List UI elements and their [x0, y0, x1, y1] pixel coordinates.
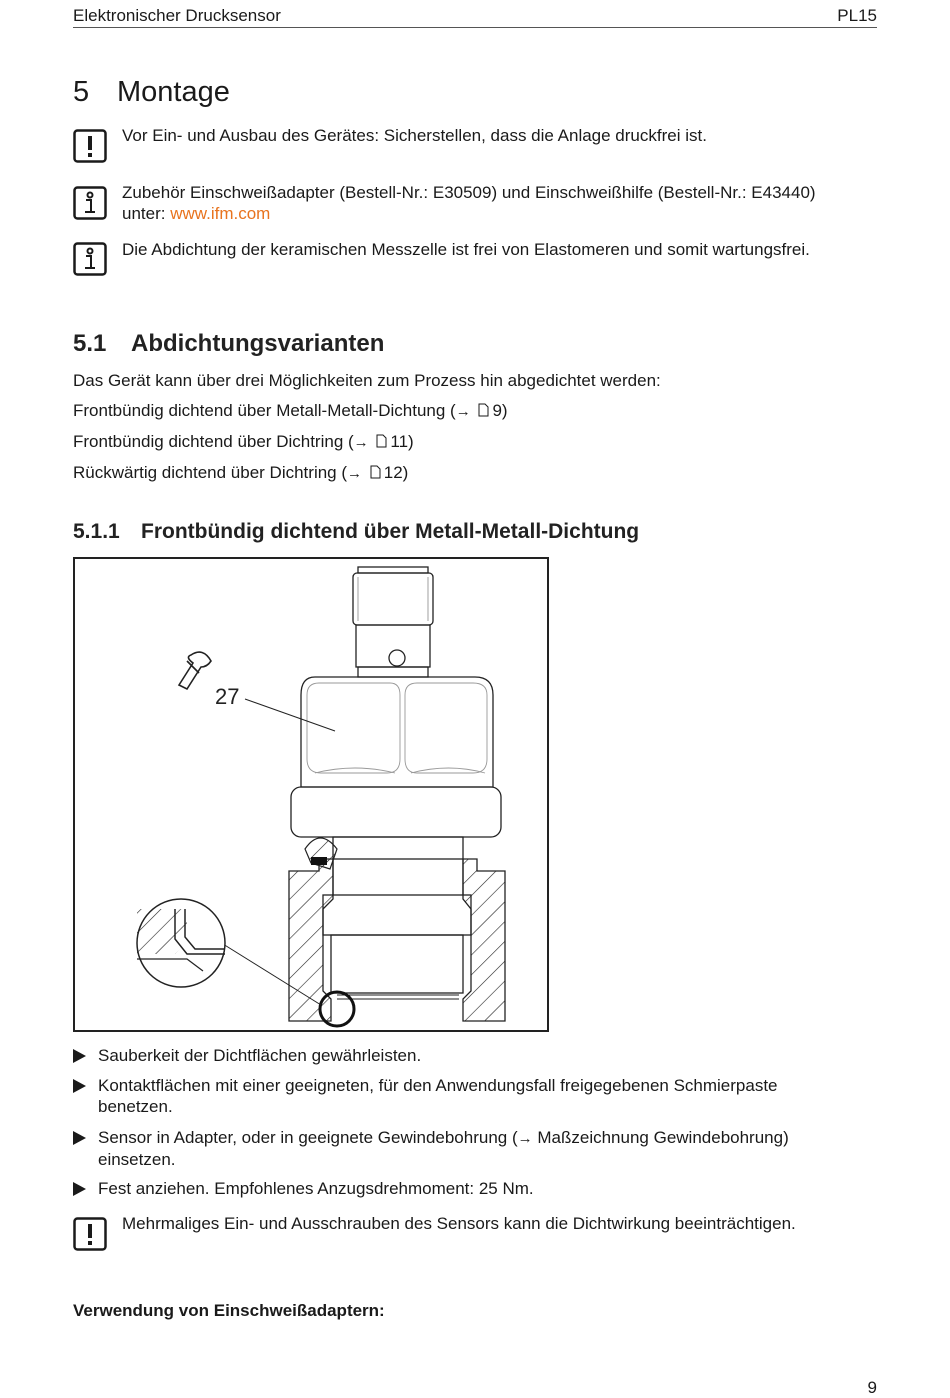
warning-icon — [73, 1217, 107, 1251]
bullet-triangle-icon — [73, 1049, 86, 1063]
step-text — [98, 1127, 853, 1170]
bullet-triangle-icon — [73, 1079, 86, 1093]
variant-rear-oring[interactable] — [73, 462, 408, 484]
variant-metal-seal[interactable] — [73, 400, 508, 422]
variant-page: 9) — [492, 401, 508, 420]
variant-front-oring[interactable] — [73, 431, 414, 453]
weld-adapter-heading: Verwendung von Einschweißadaptern: — [73, 1301, 385, 1320]
step-text: Fest anziehen. Empfohlenes Anzugsdrehmoment: 25 Nm. — [98, 1179, 534, 1198]
subsubsection-heading — [73, 520, 639, 544]
page-ref-icon — [478, 403, 489, 417]
note-seal-maintenance: Die Abdichtung der keramischen Messzelle ist frei von Elastomeren und somit wartungsfrei. — [122, 240, 810, 259]
section-heading — [73, 76, 230, 109]
note-accessories-line2 — [122, 203, 862, 224]
step-text — [98, 1075, 853, 1117]
subsection-number: 5.1 — [73, 330, 107, 357]
step-text-line1: Kontaktflächen mit einer geeigneten, für den Anwendungsfall freigegebenen Schmierpaste — [98, 1076, 778, 1095]
step-text-line2: einsetzen. — [98, 1150, 176, 1169]
note-repeated-mounting: Mehrmaliges Ein- und Ausschrauben des Sensors kann die Dichtwirkung beeinträchtigen. — [122, 1214, 796, 1233]
page-ref-icon — [376, 434, 387, 448]
info-icon — [73, 242, 107, 276]
page-ref-icon — [370, 465, 381, 479]
info-icon — [73, 186, 107, 220]
mounting-figure — [73, 557, 549, 1032]
variant-label: Rückwärtig dichtend über Dichtring ( — [73, 463, 348, 482]
note-depressurize: Vor Ein- und Ausbau des Gerätes: Sicherstellen, dass die Anlage druckfrei ist. — [122, 126, 707, 145]
bullet-triangle-icon — [73, 1131, 86, 1145]
variant-page: 12) — [383, 463, 409, 482]
step-text-suffix: Maßzeichnung Gewindebohrung) — [537, 1128, 789, 1147]
subsection-title: Abdichtungsvarianten — [131, 330, 385, 357]
header-divider — [73, 27, 877, 28]
note-accessories-line1: Zubehör Einschweißadapter (Bestell-Nr.: E30509) und Einschweißhilfe (Bestell-Nr.: E43440) — [122, 183, 816, 202]
subsection-heading — [73, 330, 384, 358]
wrench-size-label: 27 — [215, 684, 240, 709]
section-number: 5 — [73, 76, 90, 108]
bullet-triangle-icon — [73, 1182, 86, 1196]
subsubsection-title: Frontbündig dichtend über Metall-Metall-Dichtung — [141, 520, 640, 543]
page-number: 9 — [867, 1378, 877, 1397]
arrow-right-icon: → — [353, 434, 369, 451]
variant-page: 11) — [390, 432, 414, 451]
step-text: Sauberkeit der Dichtflächen gewährleisten. — [98, 1046, 422, 1065]
warning-icon — [73, 129, 107, 163]
running-header-title: Elektronischer Drucksensor — [73, 6, 281, 25]
step-text-prefix: Sensor in Adapter, oder in geeignete Gewindebohrung ( — [98, 1128, 518, 1147]
ifm-website-link[interactable]: www.ifm.com — [170, 204, 271, 223]
intro-paragraph: Das Gerät kann über drei Möglichkeiten zum Prozess hin abgedichtet werden: — [73, 371, 661, 390]
note-accessories-prefix: unter: — [122, 204, 171, 223]
running-header-product: PL15 — [837, 6, 877, 25]
variant-label: Frontbündig dichtend über Metall-Metall-Dichtung ( — [73, 401, 456, 420]
arrow-right-icon: → — [517, 1130, 533, 1147]
subsubsection-number: 5.1.1 — [73, 520, 120, 543]
arrow-right-icon: → — [455, 403, 471, 420]
step-text-line2: benetzen. — [98, 1097, 173, 1116]
sensor-drawing — [75, 559, 547, 1030]
note-accessories — [122, 182, 862, 224]
arrow-right-icon: → — [347, 465, 363, 482]
variant-label: Frontbündig dichtend über Dichtring ( — [73, 432, 354, 451]
section-title: Montage — [117, 76, 230, 108]
